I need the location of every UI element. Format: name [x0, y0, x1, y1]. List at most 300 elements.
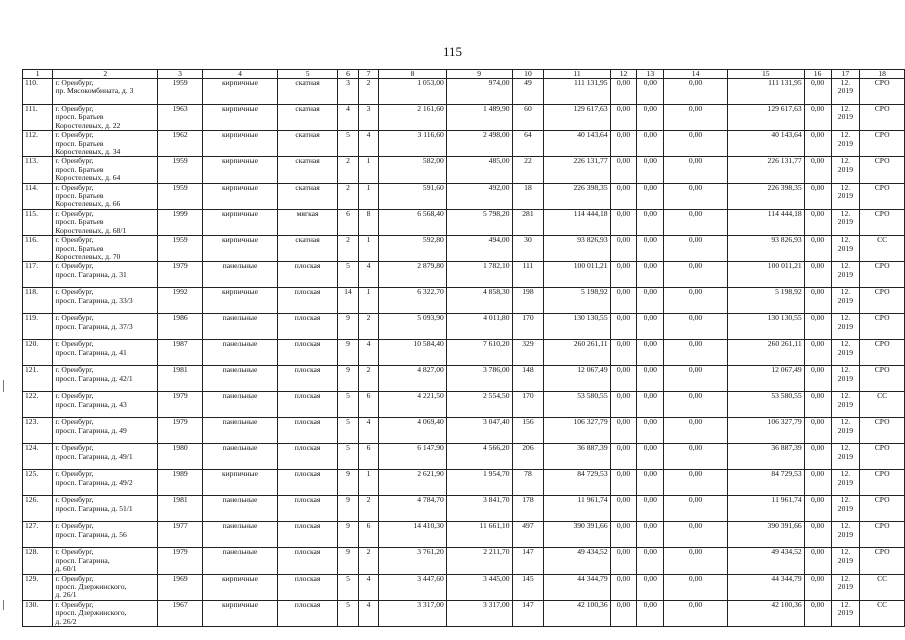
- address-line: просп. Гагарина, д. 49/2: [55, 477, 133, 487]
- residents-cell: 178: [512, 496, 544, 522]
- method-cell: СС: [860, 392, 905, 418]
- cost-col14-cell: 0,00: [664, 340, 728, 366]
- address-line: г. Оренбург,: [55, 287, 94, 297]
- residents-cell: 156: [512, 418, 544, 444]
- address-cell: [53, 314, 158, 340]
- total-area-cell: 2 621,90: [379, 470, 447, 496]
- column-number-header: 14: [664, 70, 728, 79]
- term-cell: [831, 131, 860, 157]
- row-number-cell: 125.: [23, 470, 53, 496]
- table-row: [23, 183, 905, 209]
- floors-cell: 5: [338, 131, 359, 157]
- term-line: 12.: [840, 469, 851, 479]
- total-area-cell: 582,00: [379, 157, 447, 183]
- cost-col15-cell: 49 434,52: [727, 548, 804, 574]
- residents-cell: 78: [512, 470, 544, 496]
- address-line: д. 26/2: [55, 616, 77, 626]
- address-line: г. Оренбург,: [55, 600, 94, 609]
- cost-col14-cell: 0,00: [664, 366, 728, 392]
- wall-material-cell: кирпичные: [202, 105, 277, 131]
- term-line: 12.: [840, 261, 851, 271]
- row-number-cell: 124.: [23, 444, 53, 470]
- term-cell: [831, 288, 860, 314]
- floors-cell: 2: [338, 157, 359, 183]
- address-line: пр. Мясокомбината, д. 3: [55, 86, 134, 96]
- entrances-cell: 6: [358, 444, 378, 470]
- entrances-cell: 1: [358, 157, 378, 183]
- cost-col12-cell: 0,00: [610, 522, 637, 548]
- term-cell: [831, 418, 860, 444]
- method-cell: СС: [860, 574, 905, 600]
- cost-col12-cell: 0,00: [610, 366, 637, 392]
- cost-total-cell: 260 261,11: [544, 340, 610, 366]
- total-area-cell: 4 827,00: [379, 366, 447, 392]
- entrances-cell: 4: [358, 600, 378, 626]
- column-number-header: 1: [23, 70, 53, 79]
- cost-col16-cell: 0,00: [804, 262, 831, 288]
- term-line: 12.: [840, 365, 851, 375]
- cost-total-cell: 5 198,92: [544, 288, 610, 314]
- address-line: Коростелевых, д. 70: [55, 251, 121, 261]
- term-line: 12.: [840, 156, 851, 166]
- entrances-cell: 6: [358, 392, 378, 418]
- residents-cell: 111: [512, 262, 544, 288]
- total-area-cell: 3 761,20: [379, 548, 447, 574]
- cost-col12-cell: 0,00: [610, 236, 637, 262]
- address-cell: [53, 574, 158, 600]
- term-cell: [831, 522, 860, 548]
- residents-cell: 170: [512, 314, 544, 340]
- address-cell: [53, 496, 158, 522]
- address-cell: [53, 183, 158, 209]
- cost-total-cell: 106 327,79: [544, 418, 610, 444]
- cost-col12-cell: 0,00: [610, 157, 637, 183]
- total-area-cell: 3 447,60: [379, 574, 447, 600]
- table-row: [23, 262, 905, 288]
- wall-material-cell: кирпичные: [202, 470, 277, 496]
- wall-material-cell: панельные: [202, 314, 277, 340]
- floors-cell: 5: [338, 444, 359, 470]
- cost-col13-cell: 0,00: [637, 288, 664, 314]
- entrances-cell: 8: [358, 209, 378, 235]
- cost-total-cell: 129 617,63: [544, 105, 610, 131]
- year-cell: 1986: [158, 314, 203, 340]
- roof-type-cell: плоская: [278, 262, 338, 288]
- table-row: [23, 470, 905, 496]
- method-cell: СРО: [860, 105, 905, 131]
- address-line: д. 26/1: [55, 590, 77, 600]
- cost-total-cell: 84 729,53: [544, 470, 610, 496]
- cost-col16-cell: 0,00: [804, 418, 831, 444]
- living-area-cell: 3 445,00: [446, 574, 512, 600]
- wall-material-cell: кирпичные: [202, 574, 277, 600]
- cost-col13-cell: 0,00: [637, 522, 664, 548]
- column-number-header: 12: [610, 70, 637, 79]
- term-line: 12.: [840, 287, 851, 297]
- cost-col14-cell: 0,00: [664, 157, 728, 183]
- entrances-cell: 1: [358, 288, 378, 314]
- column-number-header: 2: [53, 70, 158, 79]
- address-line: просп. Братьев: [55, 138, 104, 148]
- cost-col12-cell: 0,00: [610, 105, 637, 131]
- cost-col14-cell: 0,00: [664, 209, 728, 235]
- cost-col16-cell: 0,00: [804, 522, 831, 548]
- cost-col12-cell: 0,00: [610, 418, 637, 444]
- cost-total-cell: 53 580,55: [544, 392, 610, 418]
- wall-material-cell: панельные: [202, 340, 277, 366]
- row-number-cell: 116.: [23, 236, 53, 262]
- floors-cell: 9: [338, 340, 359, 366]
- term-line: 2019: [837, 503, 853, 513]
- total-area-cell: 3 317,00: [379, 600, 447, 626]
- address-cell: [53, 392, 158, 418]
- term-line: 2019: [837, 191, 853, 201]
- address-cell: [53, 157, 158, 183]
- entrances-cell: 2: [358, 548, 378, 574]
- page-number: 115: [442, 44, 463, 59]
- residents-cell: 30: [512, 236, 544, 262]
- floors-cell: 9: [338, 522, 359, 548]
- cost-col12-cell: 0,00: [610, 470, 637, 496]
- address-line: просп. Гагарина, д. 49: [55, 425, 127, 435]
- address-cell: [53, 366, 158, 392]
- floors-cell: 3: [338, 79, 359, 105]
- address-line: просп. Братьев: [55, 191, 104, 201]
- address-line: г. Оренбург,: [55, 209, 94, 218]
- row-number-cell: 122.: [23, 392, 53, 418]
- entrances-cell: 4: [358, 131, 378, 157]
- roof-type-cell: скатная: [278, 79, 338, 105]
- cost-col16-cell: 0,00: [804, 340, 831, 366]
- total-area-cell: 592,80: [379, 236, 447, 262]
- column-number-header: 18: [860, 70, 905, 79]
- row-number-cell: 128.: [23, 548, 53, 574]
- address-cell: [53, 600, 158, 626]
- cost-col14-cell: 0,00: [664, 392, 728, 418]
- row-number-cell: 119.: [23, 314, 53, 340]
- total-area-cell: 4 069,40: [379, 418, 447, 444]
- address-line: г. Оренбург,: [55, 443, 94, 453]
- roof-type-cell: скатная: [278, 131, 338, 157]
- address-line: Коростелевых, д. 68/1: [55, 225, 127, 235]
- living-area-cell: 494,00: [446, 236, 512, 262]
- term-cell: [831, 366, 860, 392]
- roof-type-cell: плоская: [278, 600, 338, 626]
- address-cell: [53, 288, 158, 314]
- address-line: просп. Братьев: [55, 112, 104, 122]
- living-area-cell: 3 047,40: [446, 418, 512, 444]
- method-cell: СРО: [860, 314, 905, 340]
- year-cell: 1980: [158, 444, 203, 470]
- cost-col13-cell: 0,00: [637, 574, 664, 600]
- address-line: просп. Братьев: [55, 243, 104, 253]
- cost-col16-cell: 0,00: [804, 105, 831, 131]
- cost-col16-cell: 0,00: [804, 366, 831, 392]
- cost-col16-cell: 0,00: [804, 496, 831, 522]
- cost-total-cell: 130 130,55: [544, 314, 610, 340]
- table-row: [23, 79, 905, 105]
- column-number-header: 9: [446, 70, 512, 79]
- method-cell: СРО: [860, 262, 905, 288]
- cost-col16-cell: 0,00: [804, 314, 831, 340]
- address-line: просп. Гагарина, д. 31: [55, 269, 127, 279]
- term-line: 2019: [837, 608, 853, 618]
- residents-cell: 49: [512, 79, 544, 105]
- cost-col16-cell: 0,00: [804, 470, 831, 496]
- roof-type-cell: плоская: [278, 470, 338, 496]
- term-line: 2019: [837, 269, 853, 279]
- column-number-header: 5: [278, 70, 338, 79]
- cost-col16-cell: 0,00: [804, 79, 831, 105]
- year-cell: 1959: [158, 79, 203, 105]
- entrances-cell: 1: [358, 183, 378, 209]
- wall-material-cell: кирпичные: [202, 288, 277, 314]
- table-row: [23, 522, 905, 548]
- cost-col14-cell: 0,00: [664, 574, 728, 600]
- year-cell: 1962: [158, 131, 203, 157]
- term-cell: [831, 79, 860, 105]
- column-number-header: 16: [804, 70, 831, 79]
- method-cell: СС: [860, 236, 905, 262]
- address-cell: [53, 340, 158, 366]
- year-cell: 1989: [158, 470, 203, 496]
- term-line: 12.: [840, 235, 851, 245]
- year-cell: 1979: [158, 262, 203, 288]
- roof-type-cell: плоская: [278, 444, 338, 470]
- roof-type-cell: мягкая: [278, 209, 338, 235]
- term-cell: [831, 183, 860, 209]
- living-area-cell: 485,00: [446, 157, 512, 183]
- cost-col13-cell: 0,00: [637, 209, 664, 235]
- residents-cell: 329: [512, 340, 544, 366]
- entrances-cell: 4: [358, 418, 378, 444]
- address-cell: [53, 236, 158, 262]
- residents-cell: 170: [512, 392, 544, 418]
- entrances-cell: 6: [358, 522, 378, 548]
- floors-cell: 9: [338, 314, 359, 340]
- cost-col13-cell: 0,00: [637, 131, 664, 157]
- living-area-cell: 2 498,00: [446, 131, 512, 157]
- address-line: г. Оренбург,: [55, 235, 94, 245]
- address-line: Коростелевых, д. 34: [55, 147, 121, 157]
- row-number-cell: 127.: [23, 522, 53, 548]
- housing-register-table: [22, 69, 905, 627]
- wall-material-cell: кирпичные: [202, 600, 277, 626]
- row-number-cell: 115.: [23, 209, 53, 235]
- total-area-cell: 6 322,70: [379, 288, 447, 314]
- address-line: г. Оренбург,: [55, 183, 94, 192]
- year-cell: 1959: [158, 183, 203, 209]
- cost-total-cell: 42 100,36: [544, 600, 610, 626]
- address-line: Коростелевых, д. 66: [55, 199, 121, 209]
- year-cell: 1959: [158, 157, 203, 183]
- term-line: 2019: [837, 399, 853, 409]
- row-number-cell: 111.: [23, 105, 53, 131]
- term-line: 2019: [837, 217, 853, 227]
- total-area-cell: 4 784,70: [379, 496, 447, 522]
- residents-cell: 198: [512, 288, 544, 314]
- living-area-cell: 1 782,10: [446, 262, 512, 288]
- total-area-cell: 1 053,00: [379, 79, 447, 105]
- term-cell: [831, 600, 860, 626]
- total-area-cell: 10 584,40: [379, 340, 447, 366]
- living-area-cell: 974,00: [446, 79, 512, 105]
- address-line: г. Оренбург,: [55, 130, 94, 140]
- cost-col13-cell: 0,00: [637, 392, 664, 418]
- cost-col14-cell: 0,00: [664, 522, 728, 548]
- term-cell: [831, 392, 860, 418]
- address-cell: [53, 522, 158, 548]
- cost-col16-cell: 0,00: [804, 288, 831, 314]
- cost-total-cell: 12 067,49: [544, 366, 610, 392]
- cost-total-cell: 390 391,66: [544, 522, 610, 548]
- address-cell: [53, 262, 158, 288]
- living-area-cell: 2 211,70: [446, 548, 512, 574]
- cost-col14-cell: 0,00: [664, 444, 728, 470]
- cost-col15-cell: 44 344,79: [727, 574, 804, 600]
- cost-col13-cell: 0,00: [637, 157, 664, 183]
- row-number-cell: 118.: [23, 288, 53, 314]
- cost-col13-cell: 0,00: [637, 418, 664, 444]
- cost-total-cell: 226 398,35: [544, 183, 610, 209]
- method-cell: СРО: [860, 79, 905, 105]
- residents-cell: 281: [512, 209, 544, 235]
- column-number-header: 7: [358, 70, 378, 79]
- method-cell: СРО: [860, 183, 905, 209]
- cost-col15-cell: 260 261,11: [727, 340, 804, 366]
- roof-type-cell: плоская: [278, 366, 338, 392]
- roof-type-cell: плоская: [278, 496, 338, 522]
- row-number-cell: 110.: [23, 79, 53, 105]
- entrances-cell: 3: [358, 105, 378, 131]
- method-cell: СРО: [860, 470, 905, 496]
- year-cell: 1967: [158, 600, 203, 626]
- row-number-cell: 126.: [23, 496, 53, 522]
- roof-type-cell: плоская: [278, 574, 338, 600]
- floors-cell: 2: [338, 183, 359, 209]
- cost-col14-cell: 0,00: [664, 418, 728, 444]
- row-number-cell: 117.: [23, 262, 53, 288]
- cost-col12-cell: 0,00: [610, 600, 637, 626]
- address-line: просп. Гагарина, д. 41: [55, 347, 127, 357]
- living-area-cell: 4 011,80: [446, 314, 512, 340]
- cost-col12-cell: 0,00: [610, 262, 637, 288]
- address-cell: [53, 548, 158, 574]
- wall-material-cell: панельные: [202, 522, 277, 548]
- living-area-cell: 3 841,70: [446, 496, 512, 522]
- term-line: 12.: [840, 391, 851, 401]
- cost-col12-cell: 0,00: [610, 209, 637, 235]
- row-number-cell: 123.: [23, 418, 53, 444]
- table-row: [23, 157, 905, 183]
- term-line: 2019: [837, 581, 853, 591]
- cost-total-cell: 36 887,39: [544, 444, 610, 470]
- residents-cell: 145: [512, 574, 544, 600]
- living-area-cell: 4 566,20: [446, 444, 512, 470]
- method-cell: СРО: [860, 496, 905, 522]
- address-line: просп. Гагарина, д. 56: [55, 529, 127, 539]
- cost-col13-cell: 0,00: [637, 183, 664, 209]
- cost-col12-cell: 0,00: [610, 314, 637, 340]
- cost-col15-cell: 130 130,55: [727, 314, 804, 340]
- wall-material-cell: панельные: [202, 444, 277, 470]
- residents-cell: 18: [512, 183, 544, 209]
- cost-col15-cell: 100 011,21: [727, 262, 804, 288]
- column-number-header: 11: [544, 70, 610, 79]
- cost-col14-cell: 0,00: [664, 600, 728, 626]
- term-line: 12.: [840, 104, 851, 113]
- cost-total-cell: 11 961,74: [544, 496, 610, 522]
- cost-col12-cell: 0,00: [610, 79, 637, 105]
- cost-col15-cell: 42 100,36: [727, 600, 804, 626]
- total-area-cell: 2 161,60: [379, 105, 447, 131]
- entrances-cell: 1: [358, 470, 378, 496]
- table-row: [23, 444, 905, 470]
- column-number-header: 17: [831, 70, 860, 79]
- cost-col15-cell: 114 444,18: [727, 209, 804, 235]
- entrances-cell: 4: [358, 262, 378, 288]
- wall-material-cell: панельные: [202, 392, 277, 418]
- table-row: [23, 209, 905, 235]
- address-cell: [53, 418, 158, 444]
- cost-col13-cell: 0,00: [637, 314, 664, 340]
- wall-material-cell: кирпичные: [202, 131, 277, 157]
- address-line: г. Оренбург,: [55, 365, 94, 375]
- address-line: Коростелевых, д. 22: [55, 120, 121, 130]
- cost-col13-cell: 0,00: [637, 105, 664, 131]
- term-line: 12.: [840, 313, 851, 323]
- term-line: 12.: [840, 600, 851, 609]
- year-cell: 1959: [158, 236, 203, 262]
- address-line: г. Оренбург,: [55, 521, 94, 531]
- residents-cell: 22: [512, 157, 544, 183]
- table-row: [23, 574, 905, 600]
- column-number-header: 6: [338, 70, 359, 79]
- address-line: просп. Гагарина, д. 43: [55, 399, 127, 409]
- cost-col15-cell: 40 143,64: [727, 131, 804, 157]
- cost-col15-cell: 93 826,93: [727, 236, 804, 262]
- address-line: г. Оренбург,: [55, 261, 94, 271]
- address-line: просп. Гагарина, д. 37/3: [55, 321, 133, 331]
- term-cell: [831, 262, 860, 288]
- residents-cell: 147: [512, 600, 544, 626]
- floors-cell: 9: [338, 470, 359, 496]
- floors-cell: 9: [338, 366, 359, 392]
- cost-col15-cell: 11 961,74: [727, 496, 804, 522]
- living-area-cell: 7 610,20: [446, 340, 512, 366]
- term-line: 2019: [837, 295, 853, 305]
- living-area-cell: 492,00: [446, 183, 512, 209]
- roof-type-cell: плоская: [278, 548, 338, 574]
- address-cell: [53, 105, 158, 131]
- cost-col15-cell: 53 580,55: [727, 392, 804, 418]
- cost-col14-cell: 0,00: [664, 548, 728, 574]
- floors-cell: 6: [338, 209, 359, 235]
- total-area-cell: 6 147,90: [379, 444, 447, 470]
- term-cell: [831, 444, 860, 470]
- total-area-cell: 591,60: [379, 183, 447, 209]
- term-line: 12.: [840, 521, 851, 531]
- roof-type-cell: плоская: [278, 288, 338, 314]
- method-cell: СРО: [860, 340, 905, 366]
- table-row: [23, 236, 905, 262]
- address-line: просп. Братьев: [55, 164, 104, 174]
- term-line: 12.: [840, 417, 851, 427]
- address-line: г. Оренбург,: [55, 417, 94, 427]
- margin-mark: [3, 380, 4, 392]
- address-line: г. Оренбург,: [55, 339, 94, 349]
- address-cell: [53, 209, 158, 235]
